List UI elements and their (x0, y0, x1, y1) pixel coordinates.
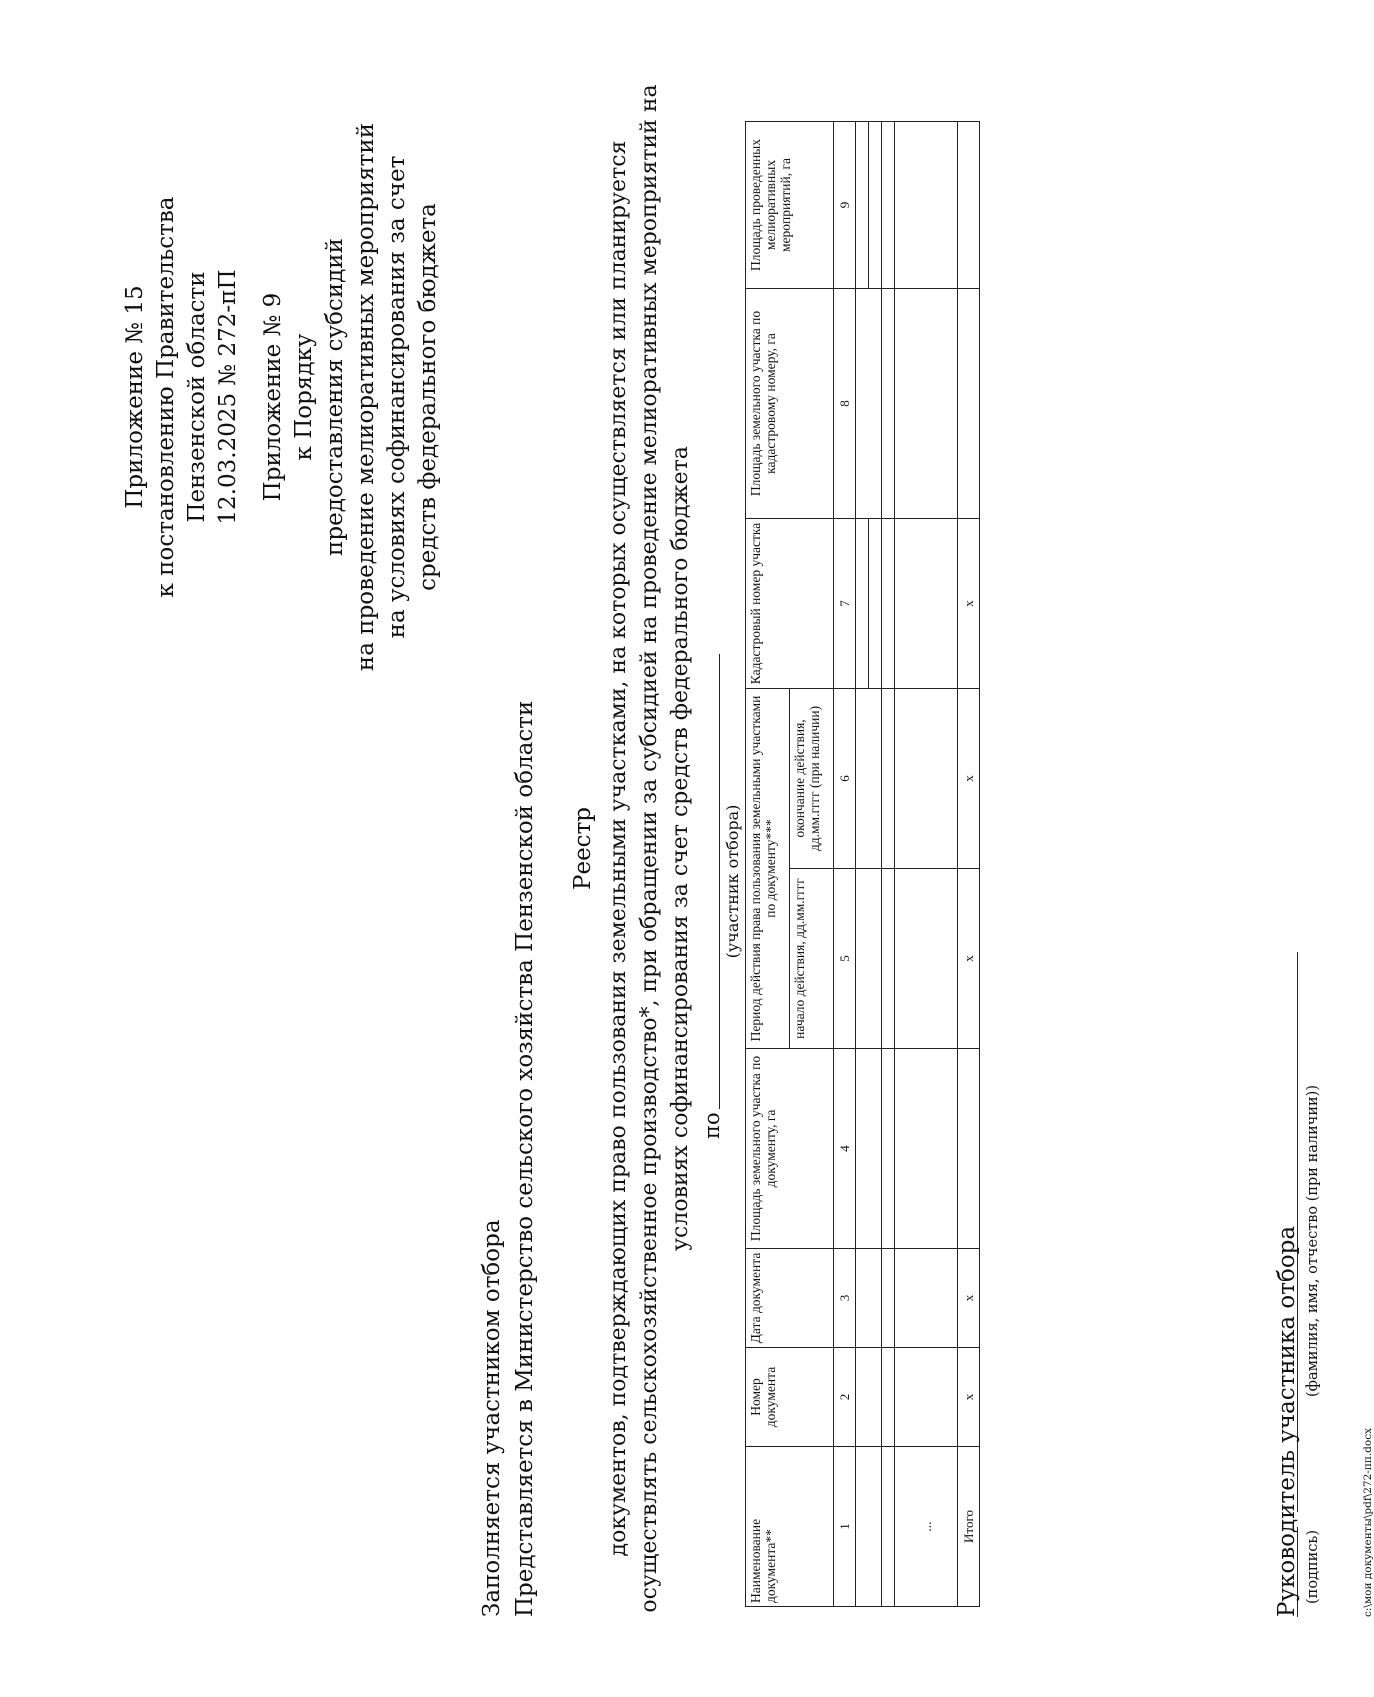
table-cell[interactable] (882, 121, 895, 288)
header-period-end: окончание действия, дд.мм.гггг (при наличии) (790, 688, 834, 868)
table-cell[interactable] (882, 1447, 895, 1607)
appendix-cofinancing: на условиях софинансирования за счет (384, 155, 410, 639)
total-cell: x (958, 688, 980, 868)
header-area-by-document: Площадь земельного участка по документу, га (746, 1049, 834, 1249)
signature-line[interactable] (1297, 1527, 1298, 1617)
appendix-order: к Порядку (291, 333, 317, 461)
table-cell[interactable] (895, 1348, 958, 1447)
submitted-to-note: Представляется в Министерство сельского хозяйства Пензенской области (512, 700, 538, 1617)
table-cell[interactable] (882, 288, 895, 518)
column-number: 4 (834, 1049, 856, 1249)
table-cell[interactable] (895, 121, 958, 288)
total-measures-area-cell[interactable] (958, 121, 980, 288)
table-row[interactable] (882, 121, 895, 1606)
table-cell[interactable] (869, 518, 882, 688)
appendix-subsidy: предоставления субсидий (322, 238, 348, 556)
signature-caption: (подпись) (1305, 1530, 1321, 1604)
table-cell[interactable] (882, 1049, 895, 1249)
appendix-number: Приложение № 15 (122, 285, 148, 509)
participant-name-line[interactable] (719, 654, 720, 1109)
total-row (958, 121, 980, 1606)
table-cell[interactable] (895, 869, 958, 1049)
table-cell[interactable] (856, 1249, 882, 1348)
total-cell: x (958, 518, 980, 688)
table-cell[interactable] (895, 288, 958, 518)
table-cell[interactable] (882, 1249, 895, 1348)
column-numbers-row (834, 121, 856, 1606)
header-area-by-cadastral: Площадь земельного участка по кадастровому номеру, га (746, 288, 834, 518)
appendix-region: Пензенской области (184, 271, 210, 523)
header-rights-period: Период действия права пользования земельными участками по документу*** (746, 688, 790, 1048)
table-cell[interactable] (895, 1049, 958, 1249)
appendix-budget: средств федерального бюджета (415, 203, 441, 591)
table-cell[interactable] (856, 1447, 882, 1607)
table-cell[interactable] (856, 1348, 882, 1447)
table-cell[interactable] (882, 869, 895, 1049)
table-cell[interactable] (856, 518, 869, 688)
ellipsis-cell: ... (895, 1447, 958, 1607)
document-subtitle: документов, подтверждающих право пользования земельными участками, на которых осуществляется или планируется осуществлять сельскохозяйственное производство*, при обращении за субсидией на проведение мелиоративных мероприятий на условиях софинансирования за счет средств федерального бюджета (606, 84, 693, 1613)
total-cadastral-area-cell[interactable] (958, 288, 980, 518)
header-document-number: Номер документа (746, 1348, 834, 1447)
table-cell[interactable] (856, 688, 882, 868)
column-number: 1 (834, 1447, 856, 1607)
appendix-measures: на проведение мелиоративных мероприятий (353, 122, 379, 672)
total-cell: x (958, 869, 980, 1049)
column-number: 6 (834, 688, 856, 868)
full-name-caption: (фамилия, имя, отчество (при наличии)) (1305, 1085, 1321, 1397)
table-row[interactable] (856, 121, 869, 1606)
total-area-cell[interactable] (958, 1049, 980, 1249)
total-cell: x (958, 1348, 980, 1447)
column-number: 7 (834, 518, 856, 688)
table-cell[interactable] (882, 518, 895, 688)
signer-label: Руководитель участника отбора (1274, 1225, 1300, 1617)
column-number: 8 (834, 288, 856, 518)
po-label: по (700, 1112, 724, 1139)
file-path: c:\мои документы\pdf\272-пп.docx (1362, 1427, 1374, 1617)
full-name-line[interactable] (1297, 952, 1298, 1512)
header-area-of-measures: Площадь проведенных мелиоративных мероприятий, га (746, 121, 834, 288)
total-cell: x (958, 1249, 980, 1348)
document-title: Реестр (570, 806, 596, 891)
table-cell[interactable] (869, 121, 882, 288)
appendix-block (120, 77, 444, 717)
header-document-name: Наименование документа** (746, 1447, 834, 1607)
appendix-decree-date: 12.03.2025 № 272-пП (215, 269, 241, 525)
total-label: Итого (958, 1447, 980, 1607)
column-number: 3 (834, 1249, 856, 1348)
appendix-reference: к постановлению Правительства (153, 196, 179, 598)
participant-caption: (участник отбора) (723, 804, 742, 959)
table-cell[interactable] (882, 1348, 895, 1447)
header-period-start: начало действия, дд.мм.гггг (790, 869, 834, 1049)
column-number: 5 (834, 869, 856, 1049)
table-cell[interactable] (856, 869, 882, 1049)
table-cell[interactable] (882, 688, 895, 868)
header-cadastral-number: Кадастровый номер участка (746, 518, 834, 688)
column-number: 2 (834, 1348, 856, 1447)
table-cell[interactable] (895, 1249, 958, 1348)
column-number: 9 (834, 121, 856, 288)
table-cell[interactable] (856, 288, 882, 518)
registry-table (745, 121, 980, 1607)
table-cell[interactable] (895, 518, 958, 688)
header-document-date: Дата документа (746, 1249, 834, 1348)
table-cell[interactable] (856, 1049, 882, 1249)
appendix-sub-number: Приложение № 9 (260, 292, 286, 502)
table-cell[interactable] (895, 688, 958, 868)
filled-by-note: Заполняется участником отбора (479, 1219, 505, 1617)
table-row[interactable] (895, 121, 958, 1606)
table-cell[interactable] (856, 121, 869, 288)
